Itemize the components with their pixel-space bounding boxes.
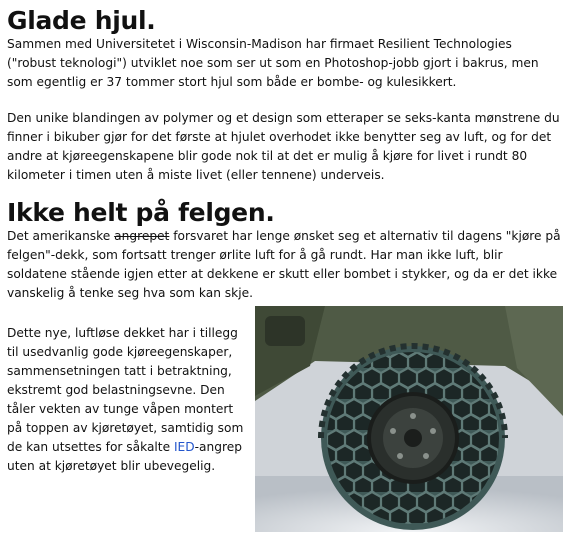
ied-link[interactable]: IED: [173, 440, 195, 454]
military-text-end: forsvaret har lenge ønsket seg et alternativ til dagens "kjøre på felgen"-dekk, som fortsatt trenger ørlite luft for å gå rundt. Har man ikke luft, blir soldatene stående igjen etter at dekkene er skutt eller bombet i stykker, og da er det ikke vanskelig å tenke seg hva som kan skje.: [7, 229, 561, 300]
paragraph-polymer: Den unike blandingen av polymer og et design som etteraper se seks-kanta mønstrene du finner i bikuber gjør for det første at hjulet overhodet ikke benytter seg av luft, og for det andre at kjøreegenskapene blir gode nok til at det er mulig å kjøre for livet i rundt 80 kilometer i timen uten å miste livet (eller tennene) underveis.: [7, 111, 560, 182]
airless-tire-photo: [255, 306, 563, 532]
heading-ikke-helt-paa-felgen: Ikke helt på felgen.: [7, 198, 275, 227]
paragraph-military: [7, 227, 563, 303]
airless-text-end: -angrep uten at kjøretøyet blir ubevegelig.: [7, 440, 242, 473]
struck-word: angrepet: [114, 229, 170, 243]
float-section: [7, 303, 563, 543]
article: [7, 0, 563, 543]
paragraph-intro: Sammen med Universitetet i Wisconsin-Madison har firmaet Resilient Technologies ("robust teknologi") utviklet noe som ser ut som en Photoshop-jobb gjort i bakrus, men som egentlig er 37 tommer stort hjul som både er bombe- og kulesikkert.: [7, 37, 539, 89]
tire-illustration: [255, 306, 563, 532]
paragraph-airless-tire: [7, 324, 247, 476]
military-text-start: Det amerikanske: [7, 229, 115, 243]
airless-text-start: Dette nye, luftløse dekket har i tillegg til usedvanlig gode kjøreegenskaper, sammensetningen tatt i betraktning, ekstremt god belastningsevne. Den tåler vekten av tunge våpen montert på toppen av kjøretøyet, samtidig som de kan utsettes for såkalte: [7, 326, 244, 454]
heading-glade-hjul: Glade hjul.: [7, 6, 156, 35]
